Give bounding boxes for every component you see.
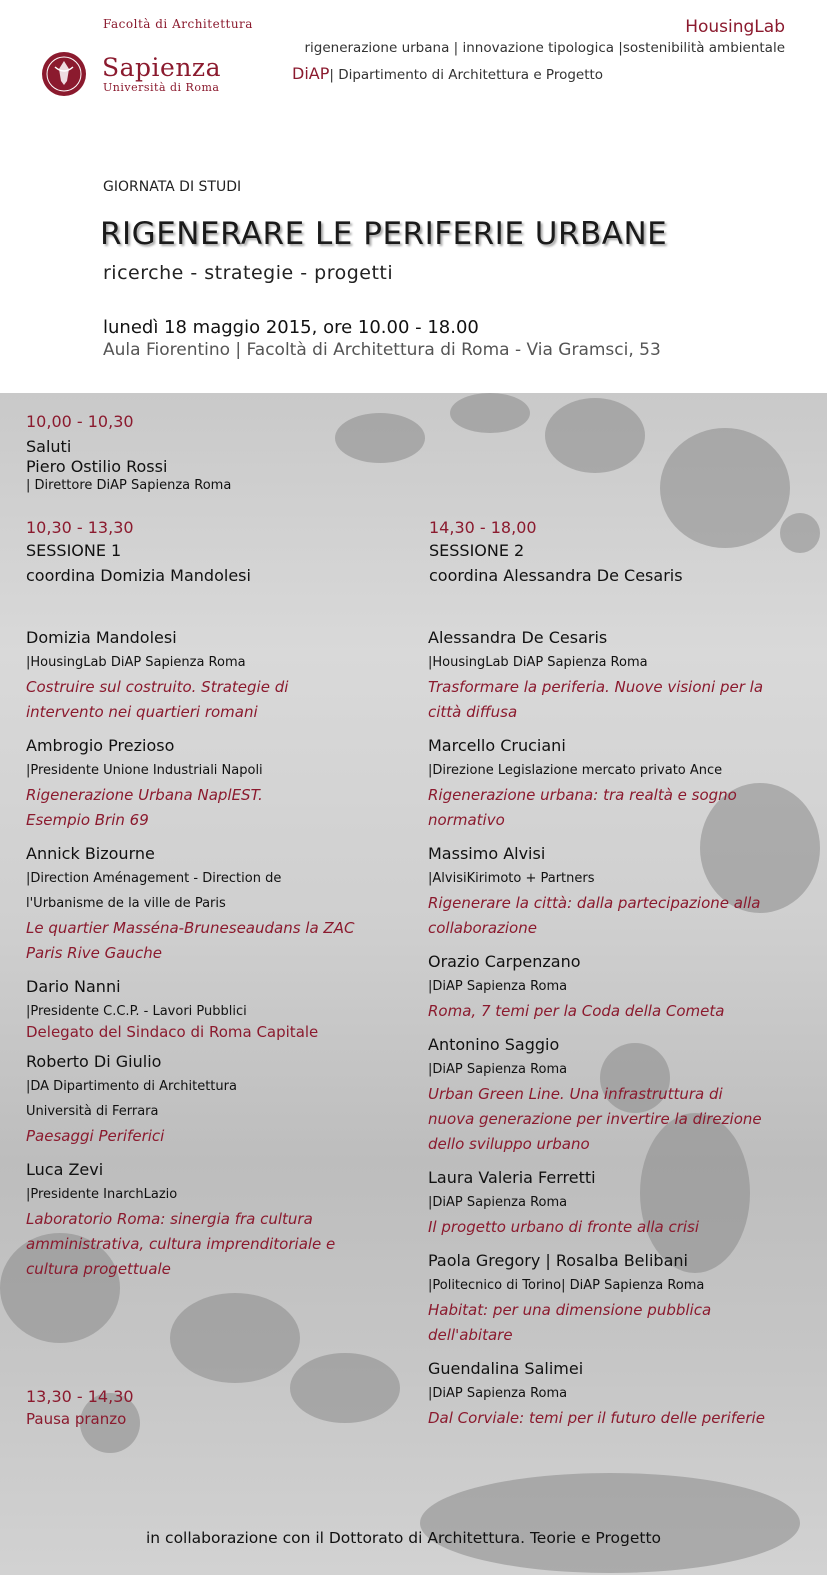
talk-title: Rigenerare la città: dalla partecipazione alla <box>428 894 761 912</box>
background-blob <box>335 413 425 463</box>
diap-line <box>292 64 603 83</box>
lunch-block <box>26 1386 134 1430</box>
faculty-name: Facoltà di Architettura <box>103 17 253 31</box>
session1-list <box>26 625 406 1290</box>
session2-title: SESSIONE 2 <box>429 541 525 560</box>
opening-role: | Direttore DiAP Sapienza Roma <box>26 478 232 493</box>
speaker-name: Orazio Carpenzano <box>428 952 581 971</box>
speaker-affiliation: |DA Dipartimento di Architettura <box>26 1079 237 1094</box>
header <box>0 0 827 395</box>
speaker-delegation: Delegato del Sindaco di Roma Capitale <box>26 1023 319 1041</box>
talk-title: normativo <box>428 811 505 829</box>
opening-label: Saluti <box>26 437 72 456</box>
speaker-entry <box>26 841 406 966</box>
speaker-name: Massimo Alvisi <box>428 844 546 863</box>
speaker-entry <box>26 625 406 725</box>
speaker-affiliation: |Presidente C.C.P. - Lavori Pubblici <box>26 1004 247 1019</box>
background-blob <box>450 393 530 433</box>
speaker-name: Alessandra De Cesaris <box>428 628 608 647</box>
speaker-affiliation: |HousingLab DiAP Sapienza Roma <box>428 655 648 670</box>
speaker-affiliation: |DiAP Sapienza Roma <box>428 1195 568 1210</box>
speaker-entry <box>428 1165 823 1240</box>
event-venue: Aula Fiorentino | Facoltà di Architettura di Roma - Via Gramsci, 53 <box>103 340 661 360</box>
sapienza-seal-icon <box>41 47 87 101</box>
opening-time: 10,00 - 10,30 <box>26 412 134 431</box>
talk-title: Rigenerazione urbana: tra realtà e sogno <box>428 786 737 804</box>
speaker-affiliation: |DiAP Sapienza Roma <box>428 979 568 994</box>
speaker-name: Dario Nanni <box>26 977 121 996</box>
speaker-affiliation: |Politecnico di Torino| DiAP Sapienza Roma <box>428 1278 705 1293</box>
session1-title: SESSIONE 1 <box>26 541 122 560</box>
talk-title: Trasformare la periferia. Nuove visioni per la <box>428 678 764 696</box>
talk-title: Il progetto urbano di fronte alla crisi <box>428 1218 700 1236</box>
diap-text: | Dipartimento di Architettura e Progetto <box>329 67 604 83</box>
session2-header <box>429 517 683 589</box>
background-blob <box>780 513 820 553</box>
session1-time: 10,30 - 13,30 <box>26 518 134 537</box>
talk-title: Paesaggi Periferici <box>26 1127 165 1145</box>
talk-title: dello sviluppo urbano <box>428 1135 590 1153</box>
event-title: RIGENERARE LE PERIFERIE URBANE <box>100 216 668 252</box>
speaker-name: Domizia Mandolesi <box>26 628 177 647</box>
event-date: lunedì 18 maggio 2015, ore 10.00 - 18.00 <box>103 317 479 338</box>
talk-title: Urban Green Line. Una infrastruttura di <box>428 1085 723 1103</box>
background-blob <box>170 1293 300 1383</box>
speaker-entry <box>428 625 823 725</box>
speaker-affiliation: |DiAP Sapienza Roma <box>428 1062 568 1077</box>
talk-title: Habitat: per una dimensione pubblica <box>428 1301 712 1319</box>
talk-title: dell'abitare <box>428 1326 513 1344</box>
background-blob <box>290 1353 400 1423</box>
event-kicker: GIORNATA DI STUDI <box>103 179 242 195</box>
speaker-affiliation: |HousingLab DiAP Sapienza Roma <box>26 655 246 670</box>
lunch-label: Pausa pranzo <box>26 1410 127 1428</box>
session1-chair: coordina Domizia Mandolesi <box>26 566 251 585</box>
speaker-affiliation: |DiAP Sapienza Roma <box>428 1386 568 1401</box>
lunch-time: 13,30 - 14,30 <box>26 1387 134 1406</box>
talk-title: Dal Corviale: temi per il futuro delle periferie <box>428 1409 765 1427</box>
session1-header <box>26 517 251 589</box>
speaker-affiliation: l'Urbanisme de la ville de Paris <box>26 896 226 911</box>
talk-title: Roma, 7 temi per la Coda della Cometa <box>428 1002 725 1020</box>
talk-title: Esempio Brin 69 <box>26 811 149 829</box>
speaker-name: Paola Gregory | Rosalba Belibani <box>428 1251 688 1270</box>
speaker-affiliation: |Presidente Unione Industriali Napoli <box>26 763 263 778</box>
speaker-name: Ambrogio Prezioso <box>26 736 175 755</box>
talk-title: città diffusa <box>428 703 518 721</box>
speaker-entry <box>26 1157 406 1282</box>
speaker-name: Roberto Di Giulio <box>26 1052 162 1071</box>
session2-list <box>428 625 823 1439</box>
speaker-affiliation: |Presidente InarchLazio <box>26 1187 178 1202</box>
session2-time: 14,30 - 18,00 <box>429 518 537 537</box>
talk-title: nuova generazione per invertire la direzione <box>428 1110 762 1128</box>
speaker-entry <box>428 841 823 941</box>
speaker-name: Annick Bizourne <box>26 844 155 863</box>
sapienza-logo-text: Sapienza <box>102 53 222 82</box>
background-blob <box>545 398 645 473</box>
talk-title: Costruire sul costruito. Strategie di <box>26 678 289 696</box>
opening-block <box>26 411 231 494</box>
speaker-affiliation: |AlvisiKirimoto + Partners <box>428 871 595 886</box>
speaker-entry <box>26 1049 406 1149</box>
talk-title: intervento nei quartieri romani <box>26 703 258 721</box>
speaker-entry <box>428 949 823 1024</box>
talk-title: cultura progettuale <box>26 1260 171 1278</box>
speaker-affiliation: |Direction Aménagement - Direction de <box>26 871 282 886</box>
talk-title: Laboratorio Roma: sinergia fra cultura <box>26 1210 313 1228</box>
talk-title: amministrativa, cultura imprenditoriale e <box>26 1235 336 1253</box>
opening-speaker: Piero Ostilio Rossi <box>26 457 168 476</box>
event-subtitle: ricerche - strategie - progetti <box>103 262 394 284</box>
talk-title: Paris Rive Gauche <box>26 944 162 962</box>
speaker-entry <box>428 733 823 833</box>
university-name: Università di Roma <box>103 81 220 94</box>
housinglab-subtitle: rigenerazione urbana | innovazione tipologica |sostenibilità ambientale <box>304 40 785 56</box>
housinglab-title: HousingLab <box>685 17 785 37</box>
speaker-name: Guendalina Salimei <box>428 1359 584 1378</box>
speaker-entry <box>26 733 406 833</box>
session2-chair: coordina Alessandra De Cesaris <box>429 566 683 585</box>
speaker-entry <box>26 974 406 1041</box>
footer-note: in collaborazione con il Dottorato di Architettura. Teorie e Progetto <box>146 1529 662 1547</box>
background-blob <box>420 1473 800 1573</box>
speaker-name: Luca Zevi <box>26 1160 104 1179</box>
speaker-entry <box>428 1356 823 1431</box>
speaker-affiliation: Università di Ferrara <box>26 1104 159 1119</box>
speaker-entry <box>428 1032 823 1157</box>
diap-label: DiAP <box>292 64 330 83</box>
speaker-affiliation: |Direzione Legislazione mercato privato Ance <box>428 763 723 778</box>
talk-title: Le quartier Masséna-Bruneseaudans la ZAC <box>26 919 355 937</box>
talk-title: collaborazione <box>428 919 537 937</box>
speaker-name: Marcello Cruciani <box>428 736 566 755</box>
talk-title: Rigenerazione Urbana NaplEST. <box>26 786 263 804</box>
speaker-name: Laura Valeria Ferretti <box>428 1168 596 1187</box>
speaker-entry <box>428 1248 823 1348</box>
speaker-name: Antonino Saggio <box>428 1035 560 1054</box>
